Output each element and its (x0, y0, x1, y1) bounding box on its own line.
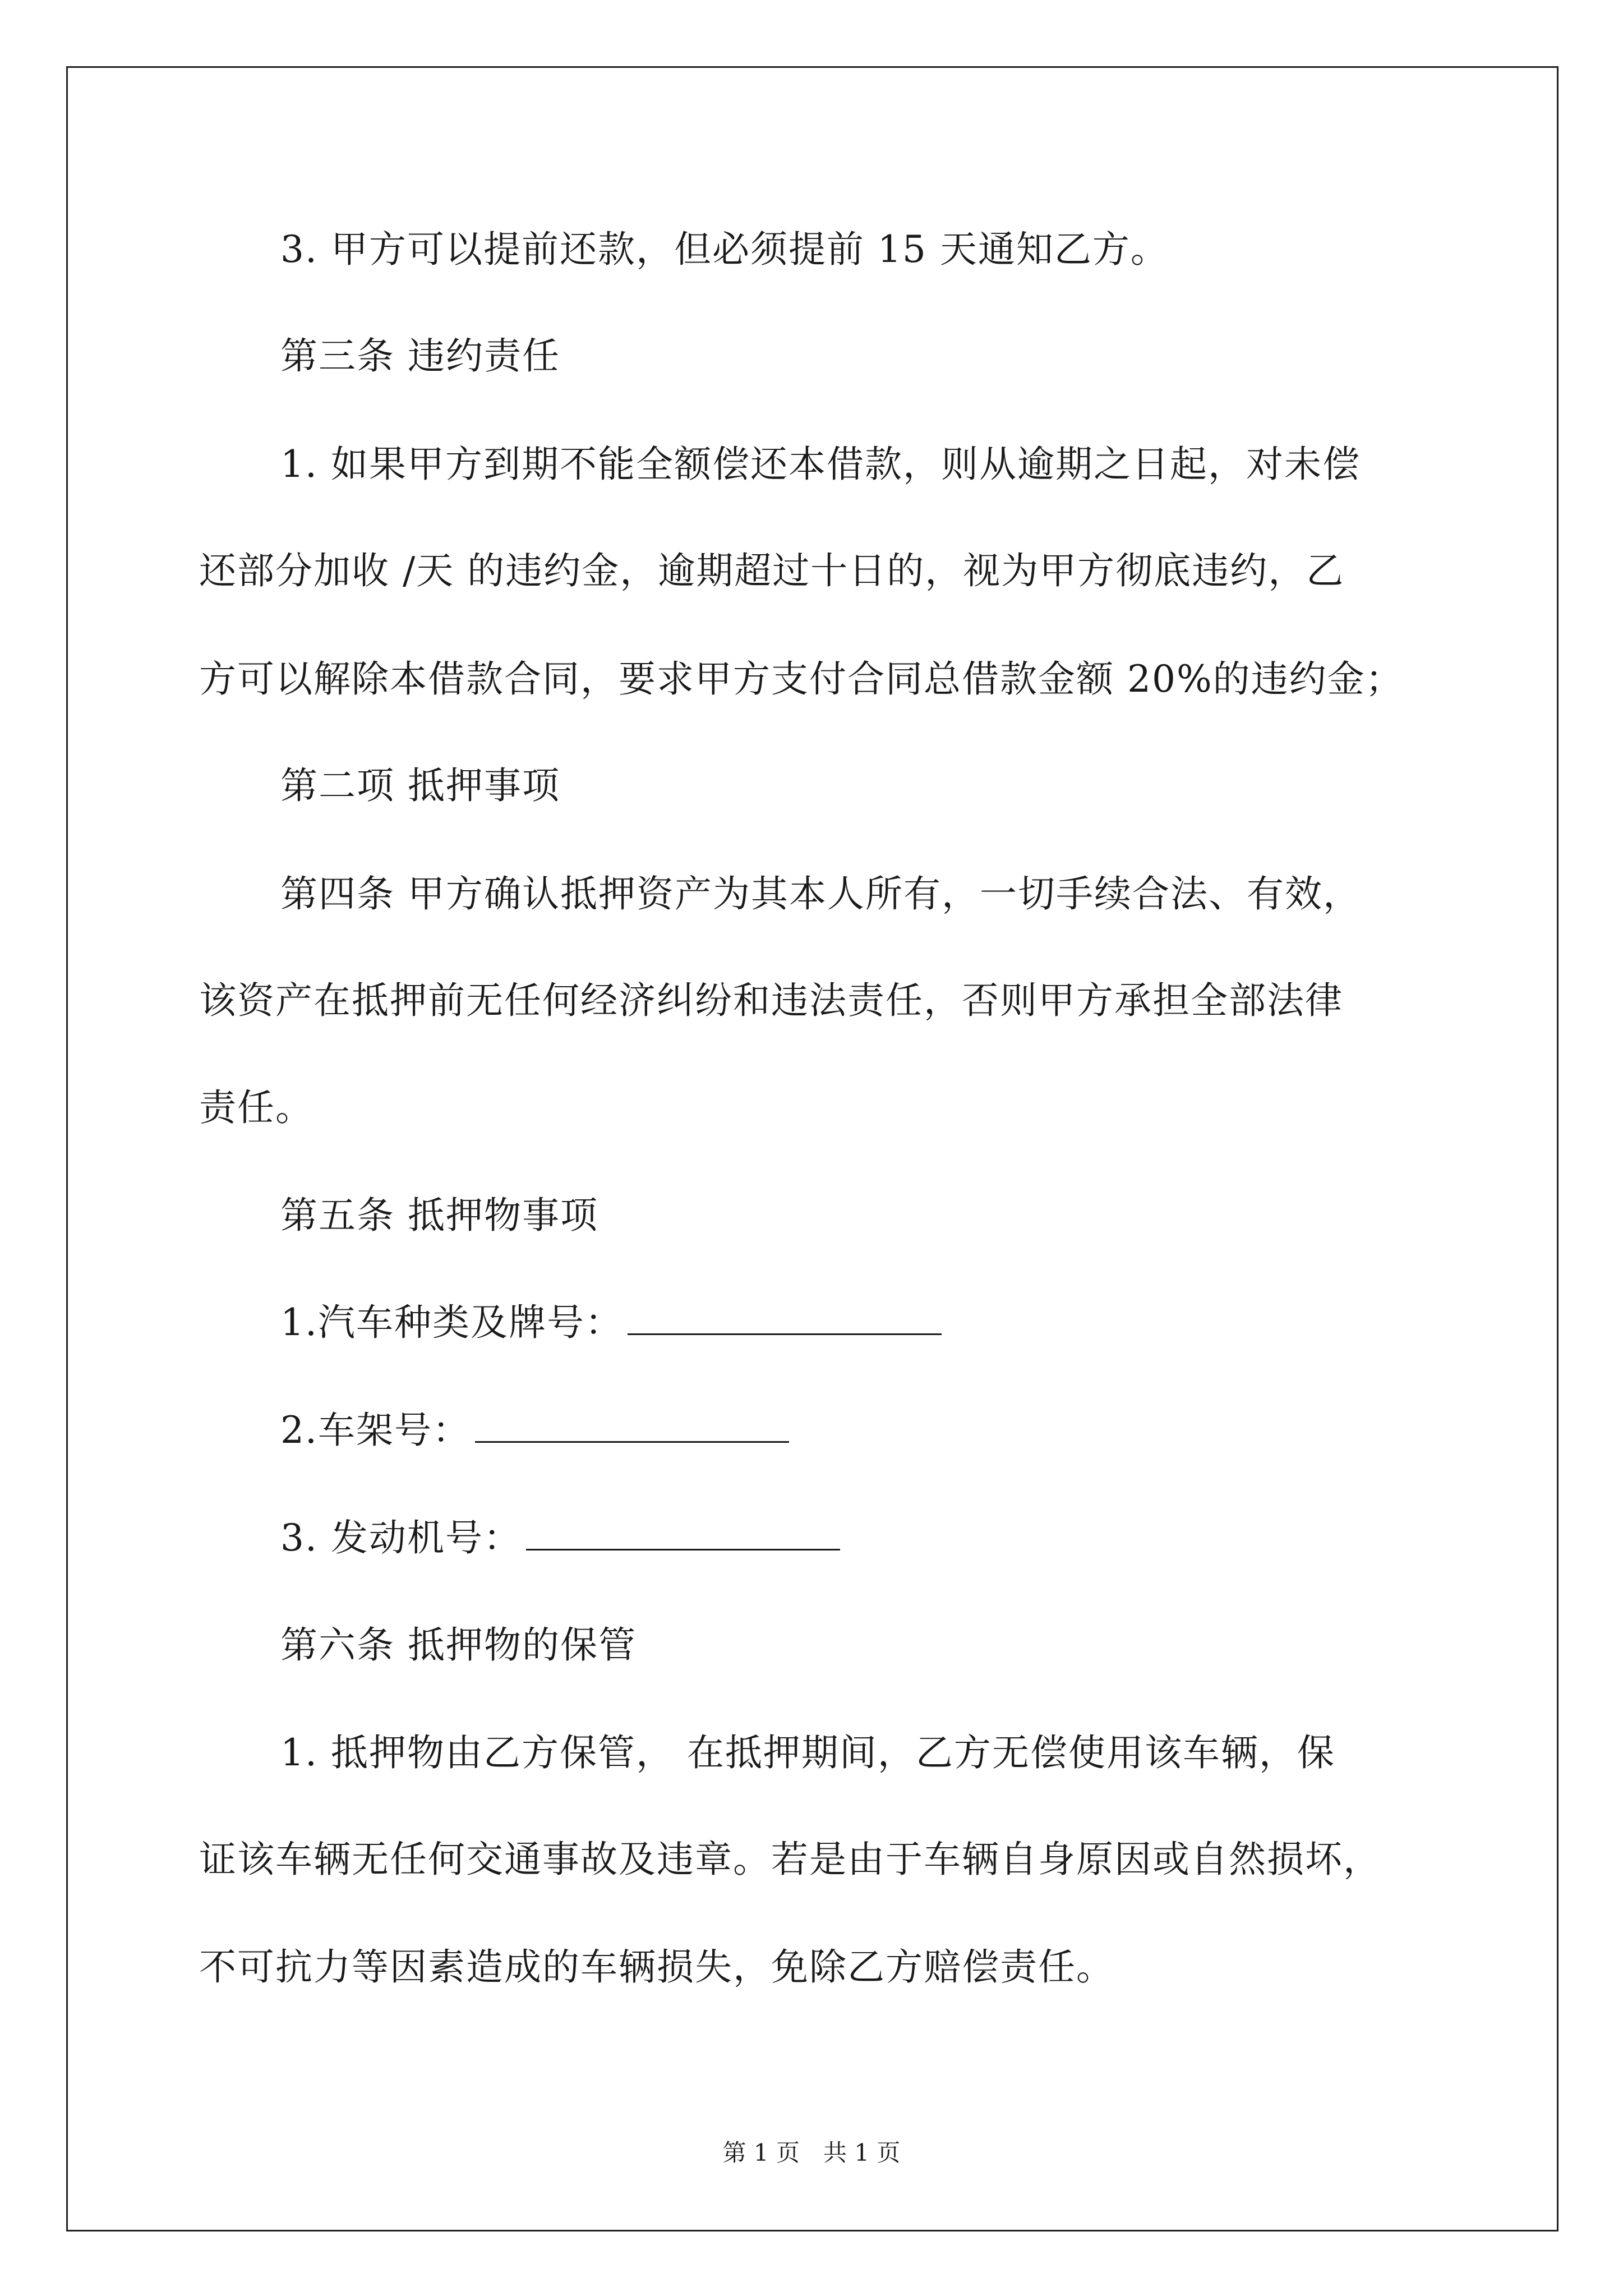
heading-article-5: 第五条 抵押物事项 (280, 1194, 598, 1237)
frame-number-blank[interactable] (475, 1410, 789, 1443)
paragraph-article-4-line-2: 该资产在抵押前无任何经济纠纷和违法责任，否则甲方承担全部法律 (199, 979, 1343, 1022)
field-frame-number (280, 1408, 789, 1453)
heading-section-2: 第二项 抵押事项 (280, 764, 560, 807)
paragraph-default-line-1: 1. 如果甲方到期不能全额偿还本借款，则从逾期之日起，对未偿 (280, 443, 1361, 486)
field-vehicle-type (280, 1300, 942, 1345)
engine-number-blank[interactable] (526, 1518, 840, 1550)
paragraph-default-line-3: 方可以解除本借款合同，要求甲方支付合同总借款金额 20%的违约金； (199, 657, 1404, 701)
vehicle-type-blank[interactable] (628, 1303, 942, 1335)
field-engine-number (280, 1516, 840, 1561)
paragraph-custody-line-1: 1. 抵押物由乙方保管， 在抵押期间，乙方无偿使用该车辆，保 (280, 1731, 1335, 1774)
paragraph-custody-line-3: 不可抗力等因素造成的车辆损失，免除乙方赔偿责任。 (199, 1945, 1114, 1989)
page-number-footer: 第 1 页 共 1 页 (722, 2139, 901, 2166)
page-border (66, 66, 1559, 2231)
paragraph-default-line-2: 还部分加收 /天 的违约金，逾期超过十日的，视为甲方彻底违约，乙 (199, 549, 1345, 592)
paragraph-custody-line-2: 证该车辆无任何交通事故及违章。若是由于车辆自身原因或自然损坏， (199, 1838, 1381, 1881)
heading-article-6: 第六条 抵押物的保管 (280, 1623, 637, 1667)
heading-article-3: 第三条 违约责任 (280, 334, 560, 378)
paragraph-article-4-line-3: 责任。 (199, 1086, 313, 1129)
field-vehicle-type-label: 1.汽车种类及牌号： (280, 1301, 623, 1344)
paragraph-prepayment: 3. 甲方可以提前还款，但必须提前 15 天通知乙方。 (280, 228, 1169, 271)
field-frame-number-label: 2.车架号： (280, 1409, 471, 1452)
paragraph-article-4-line-1: 第四条 甲方确认抵押资产为其本人所有，一切手续合法、有效， (280, 872, 1361, 915)
field-engine-number-label: 3. 发动机号： (280, 1516, 522, 1559)
